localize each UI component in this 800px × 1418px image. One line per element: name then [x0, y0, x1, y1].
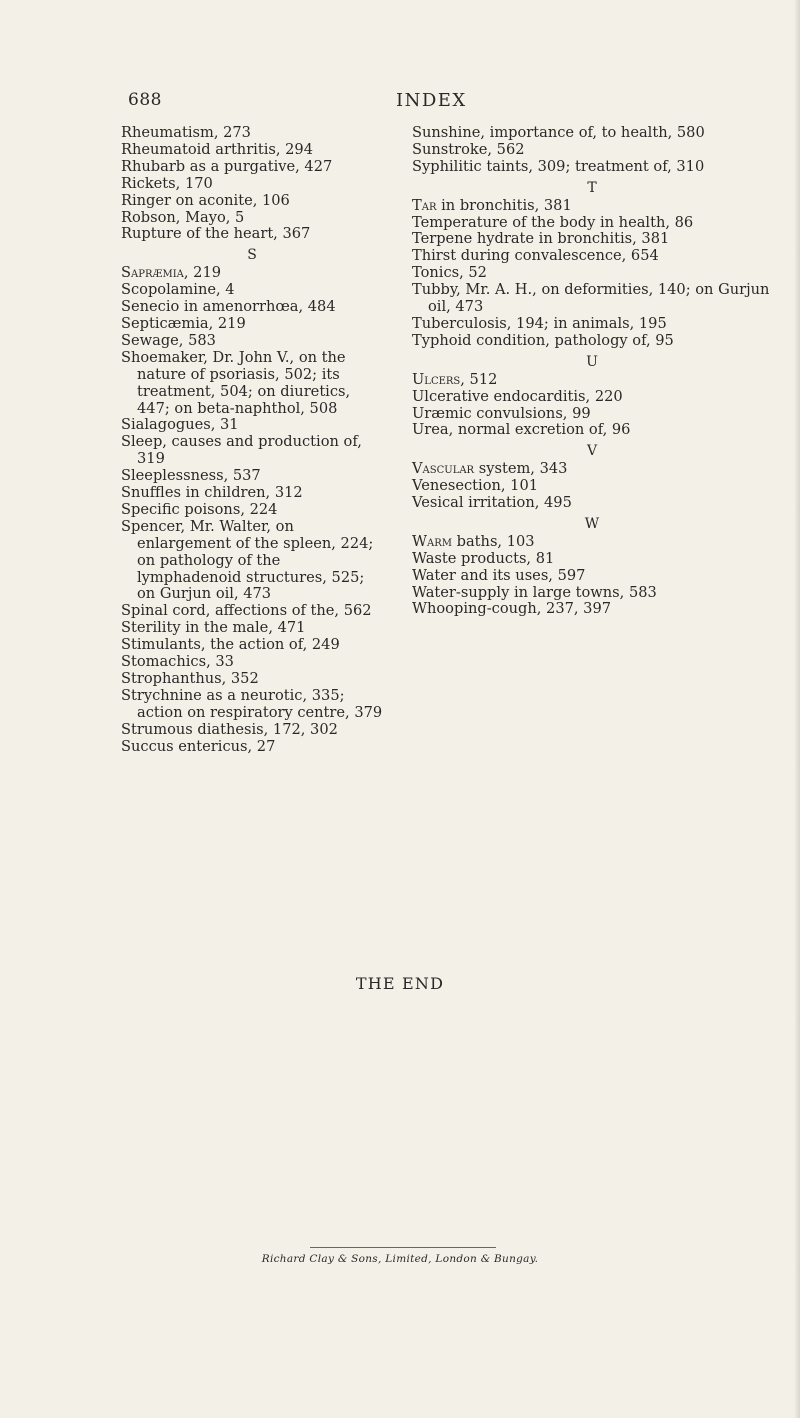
entry-text: baths, 103 [452, 532, 535, 550]
entry-head-word: Warm [412, 532, 452, 550]
index-entry: Tonics, 52 [412, 264, 487, 282]
index-entry: Ulcerative endocarditis, 220 [412, 387, 623, 405]
index-entry: Spencer, Mr. Walter, on enlargement of the spleen, 224; on pathology of the lymphadenoid structures, 525; on Gurjun oil, 473 [121, 517, 374, 603]
printer-imprint: Richard Clay & Sons, Limited, London & Bungay. [261, 1253, 539, 1265]
index-entry: Rheumatoid arthritis, 294 [121, 140, 313, 158]
index-entry: Senecio in amenorrhœa, 484 [121, 298, 336, 316]
index-entry: Strumous diathesis, 172, 302 [121, 720, 338, 738]
index-entry: Specific poisons, 224 [121, 500, 278, 518]
index-entry: Tubby, Mr. A. H., on deformities, 140; on Gurjun oil, 473 [412, 281, 770, 316]
index-entry: Snuffles in children, 312 [121, 484, 303, 502]
index-entry: Thirst during convalescence, 654 [412, 247, 659, 265]
entry-text: , 512 [460, 370, 498, 388]
index-entry [121, 265, 383, 282]
index-entry: Uræmic convulsions, 99 [412, 404, 591, 422]
index-column-left [121, 125, 383, 756]
index-entry: Ringer on aconite, 106 [121, 191, 290, 209]
index-entry [412, 461, 772, 478]
index-entry: Strophanthus, 352 [121, 670, 259, 687]
section-letter: V [586, 443, 598, 460]
the-end-text: THE END [355, 974, 445, 993]
section-letter: U [586, 353, 598, 370]
header-title: INDEX [396, 90, 467, 111]
section-letter: S [247, 247, 257, 264]
index-entry: Succus entericus, 27 [121, 737, 276, 755]
index-entry: Robson, Mayo, 5 [121, 208, 245, 226]
index-entry: Strychnine as a neurotic, 335; action on respiratory centre, 379 [121, 686, 383, 721]
index-entry: Temperature of the body in health, 86 [412, 213, 694, 231]
index-entry: Sunshine, importance of, to health, 580 [412, 124, 705, 141]
index-entry: Stimulants, the action of, 249 [121, 636, 340, 654]
index-entry: Stomachics, 33 [121, 653, 234, 671]
section-letter: W [584, 515, 600, 532]
index-entry: Rickets, 170 [121, 174, 213, 192]
index-entry: Water-supply in large towns, 583 [412, 583, 657, 601]
entry-text: system, 343 [474, 460, 568, 478]
entry-head-word: Ulcers [412, 370, 461, 388]
index-entry: Sewage, 583 [121, 331, 216, 349]
index-entry: Water and its uses, 597 [412, 566, 586, 584]
page-number: 688 [128, 90, 162, 110]
index-entry: Tuberculosis, 194; in animals, 195 [412, 314, 667, 332]
index-entry: Spinal cord, affections of the, 562 [121, 602, 372, 620]
index-entry: Sleep, causes and production of, 319 [121, 433, 362, 468]
index-entry: Waste products, 81 [412, 549, 555, 567]
imprint-rule [310, 1247, 496, 1248]
entry-head-word: Sapræmia [121, 264, 184, 282]
index-entry [412, 372, 772, 389]
entry-head-word: Vascular [412, 460, 475, 478]
index-entry [412, 198, 772, 215]
index-entry: Sleeplessness, 537 [121, 467, 261, 485]
entry-text: in bronchitis, 381 [436, 196, 572, 214]
index-entry [412, 534, 772, 551]
index-column-right [412, 125, 772, 618]
index-entry: Typhoid condition, pathology of, 95 [412, 331, 674, 349]
index-entry: Sterility in the male, 471 [121, 619, 306, 637]
index-entry: Venesection, 101 [412, 477, 539, 495]
index-entry: Sialagogues, 31 [121, 416, 239, 434]
index-entry: Septicæmia, 219 [121, 314, 246, 332]
index-entry: Shoemaker, Dr. John V., on the nature of psoriasis, 502; its treatment, 504; on diuretics, 447; on beta-naphthol, 508 [121, 348, 351, 417]
index-entry: Rhubarb as a purgative, 427 [121, 157, 333, 175]
index-entry: Urea, normal excretion of, 96 [412, 421, 631, 439]
index-entry: Syphilitic taints, 309; treatment of, 310 [412, 157, 705, 175]
running-header [0, 90, 800, 114]
index-entry: Whooping-cough, 237, 397 [412, 600, 612, 618]
index-entry: Rheumatism, 273 [121, 124, 251, 141]
index-entry: Vesical irritation, 495 [412, 494, 572, 512]
index-entry: Scopolamine, 4 [121, 281, 235, 299]
index-entry: Rupture of the heart, 367 [121, 225, 311, 243]
section-letter: T [587, 179, 597, 196]
index-entry: Sunstroke, 562 [412, 140, 525, 158]
entry-text: , 219 [183, 264, 222, 282]
page-edge-shadow [794, 0, 800, 1418]
index-entry: Terpene hydrate in bronchitis, 381 [412, 230, 670, 248]
entry-head-word: Tar [412, 196, 437, 214]
